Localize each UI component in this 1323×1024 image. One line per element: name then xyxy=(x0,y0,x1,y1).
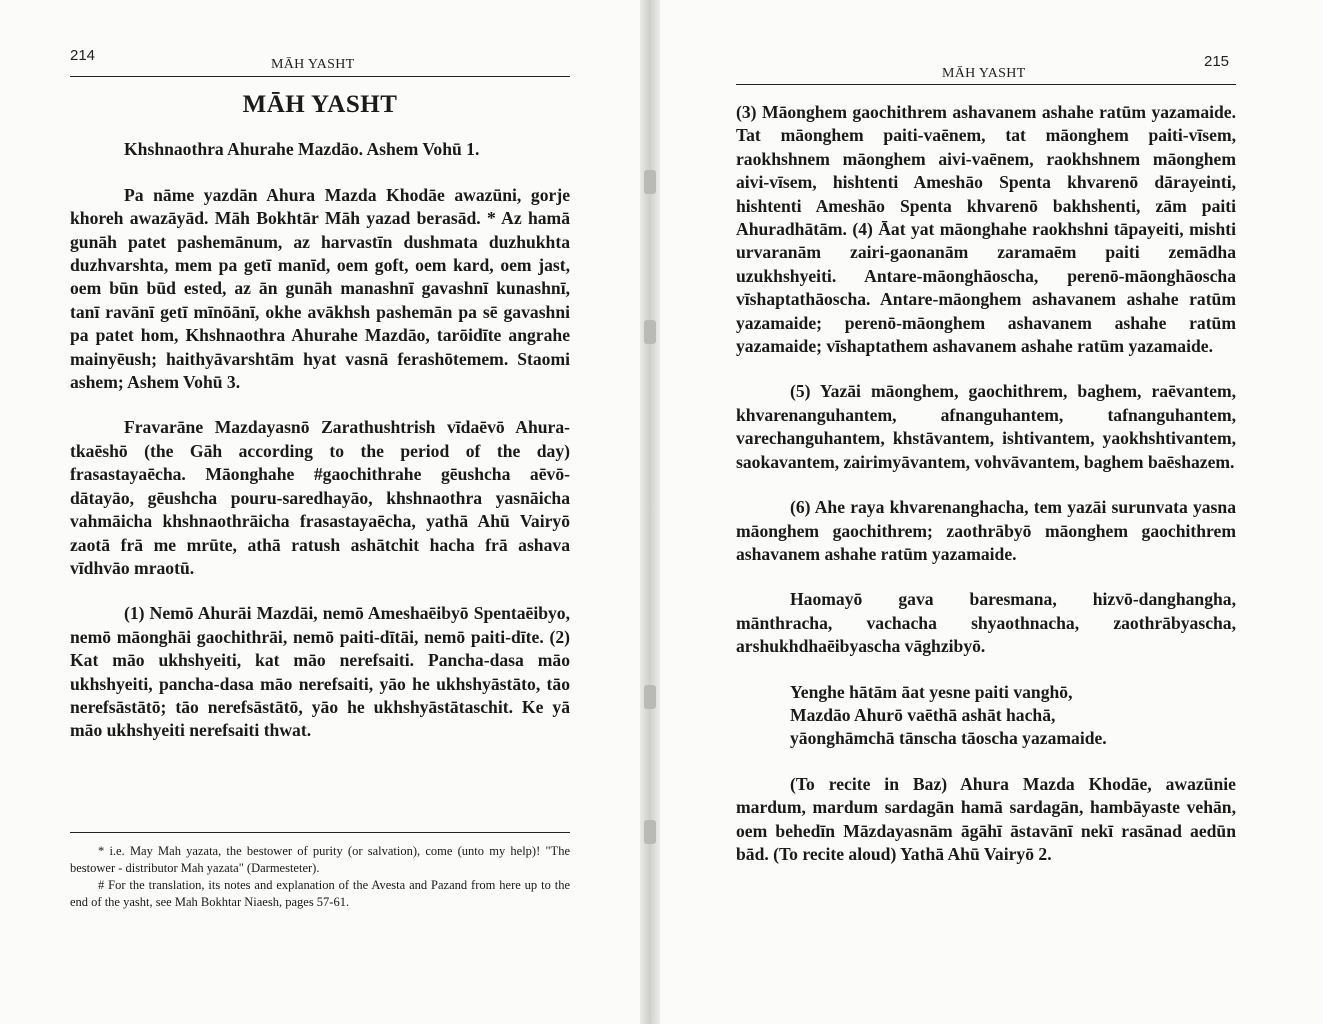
verse-line: Mazdāo Ahurō vaēthā ashāt hachā, xyxy=(790,704,1056,725)
verse-line: yāonghāmchā tānscha tāoscha yazamaide. xyxy=(790,728,1107,749)
header-rule xyxy=(70,76,570,77)
paragraph: (3) Māonghem gaochithrem ashavanem ashahe ratūm yazamaide. Tat māonghem paiti-vaēnem, tat māonghem paiti-vīsem, raokhshnem māonghem aivi-vaēnem, raokhshnem māonghem aivi-vīsem, hishtenti Ameshāo Spenta khvarenō dārayeinti, hishtenti Ameshāo Spenta khvarenō bakhshenti, zām paiti Ahuradhātām. (4) Āat yat māonghahe raokhshni tāpayeiti, mishti urvaranām zairi-gaonanām zaramaēm paiti zemādha uzukhshyeiti. Antare-māonghāoscha, perenō-māonghāoscha vīshaptathāoscha. Antare-māonghem ashavanem ashahe ratūm yazamaide; perenō-māonghem ashavanem ashahe ratūm yazamaide; vīshaptathem ashavanem ashahe ratūm yazamaide. xyxy=(736,102,1236,357)
running-head: MĀH YASHT xyxy=(271,57,355,72)
page-number: 214 xyxy=(70,47,96,64)
left-page xyxy=(0,0,640,1024)
book-gutter xyxy=(640,0,660,1024)
paragraph: Khshnaothra Ahurahe Mazdāo. Ashem Vohū 1. xyxy=(124,139,480,160)
footnote: * i.e. May Mah yazata, the bestower of purity (or salvation), come (unto my help)! "The bestower - distributor Mah yazata" (Darmesteter). xyxy=(70,844,570,875)
gutter-mark xyxy=(644,820,656,844)
gutter-mark xyxy=(644,320,656,344)
footnote: # For the translation, its notes and explanation of the Avesta and Pazand from here up to the end of the yasht, see Mah Bokhtar Niaesh, pages 57-61. xyxy=(70,878,570,909)
verse-line: Yenghe hātām āat yesne paiti vanghō, xyxy=(790,681,1073,702)
running-head: MĀH YASHT xyxy=(942,66,1026,81)
header-rule xyxy=(736,84,1236,85)
paragraph: Haomayō gava baresmana, hizvō-danghangha, mānthracha, vachacha shyaothnacha, zaothrābyascha, arshukhdhaēibyascha vāghzibyō. xyxy=(736,589,1236,657)
gutter-mark xyxy=(644,685,656,709)
paragraph: Fravarāne Mazdayasnō Zarathushtrish vīdaēvō Ahura-tkaēshō (the Gāh according to the period of the day) frasastayaēcha. Māonghahe #gaochithrahe gēushcha aēvō- dātayāo, gēushcha pouru-saredhayāo, khshnaothra yasnāicha vahmāicha khshnaothrāicha frasastayaēcha, yathā Ahū Vairyō zaotā frā me mrūte, athā ratush ashātchit hacha frā ashava vīdhvāo mraotū. xyxy=(70,417,570,578)
verse xyxy=(736,681,1236,751)
right-page xyxy=(660,0,1323,1024)
page-number: 215 xyxy=(1204,53,1230,70)
footnotes xyxy=(70,843,570,911)
gutter-mark xyxy=(644,170,656,194)
closing-paragraph: (To recite in Baz) Ahura Mazda Khodāe, awazūnie mardum, mardum sardagān hamā sardagān, hambāyaste vehān, oem behedīn Māzdayasnām āgāhī āstavānī nekī rasānad aedūn bād. (To recite aloud) Yathā Ahū Vairyō 2. xyxy=(736,773,1236,864)
right-body xyxy=(736,101,1236,866)
paragraph: Pa nāme yazdān Ahura Mazda Khodāe awazūni, gorje khoreh awazāyād. Māh Bokhtār Māh yazad berasād. * Az hamā gunāh patet pashemānum, az harvastīn dushmata duzhukhta duzhvarshta, mem pa getī manīd, oem goft, oem kard, oem jast, oem būn būd ested, az ān gunāh manashnī gavashnī kunashnī, tanī ravānī getī mīnōānī, okhe avākhsh pashemān pa sē gavashni pa patet hom, Khshnaothra Ahurahe Mazdāo, tarōidīte angrahe mainyēush; haithyāvarshtām hyat vasnā ferashōtemem. Staomi ashem; Ashem Vohū 3. xyxy=(70,184,570,393)
footnote-rule xyxy=(70,832,570,833)
paragraph: (6) Ahe raya khvarenanghacha, tem yazāi surunvata yasna māonghem gaochithrem; zaothrābyō māonghem gaochithrem ashavanem ashahe ratūm yazamaide. xyxy=(736,497,1236,564)
left-body xyxy=(70,93,570,743)
page-title: MĀH YASHT xyxy=(242,91,398,118)
paragraph: (5) Yazāi māonghem, gaochithrem, baghem, raēvantem, khvarenanguhantem, afnanguhantem, tafnanguhantem, varechanguhantem, khstāvantem, ishtivantem, yaokhshtivantem, saokavantem, zairimyāvantem, vohvāvantem, baghem baēshazem. xyxy=(736,381,1236,472)
paragraph: (1) Nemō Ahurāi Mazdāi, nemō Ameshaēibyō Spentaēibyo, nemō māonghāi gaochithrāi, nemō paiti-dītāi, nemō paiti-dīte. (2) Kat māo ukhshyeiti, kat māo nerefsaiti. Pancha-dasa māo ukhshyeiti, pancha-dasa māo nerefsaiti, yāo he ukhshyāstāto, tāo nerefsāstātō; tāo nerefsāstātō, yāo he ukhshyāstātaschit. Ke yā māo ukhshyeiti nerefsaiti thwat. xyxy=(70,603,570,741)
